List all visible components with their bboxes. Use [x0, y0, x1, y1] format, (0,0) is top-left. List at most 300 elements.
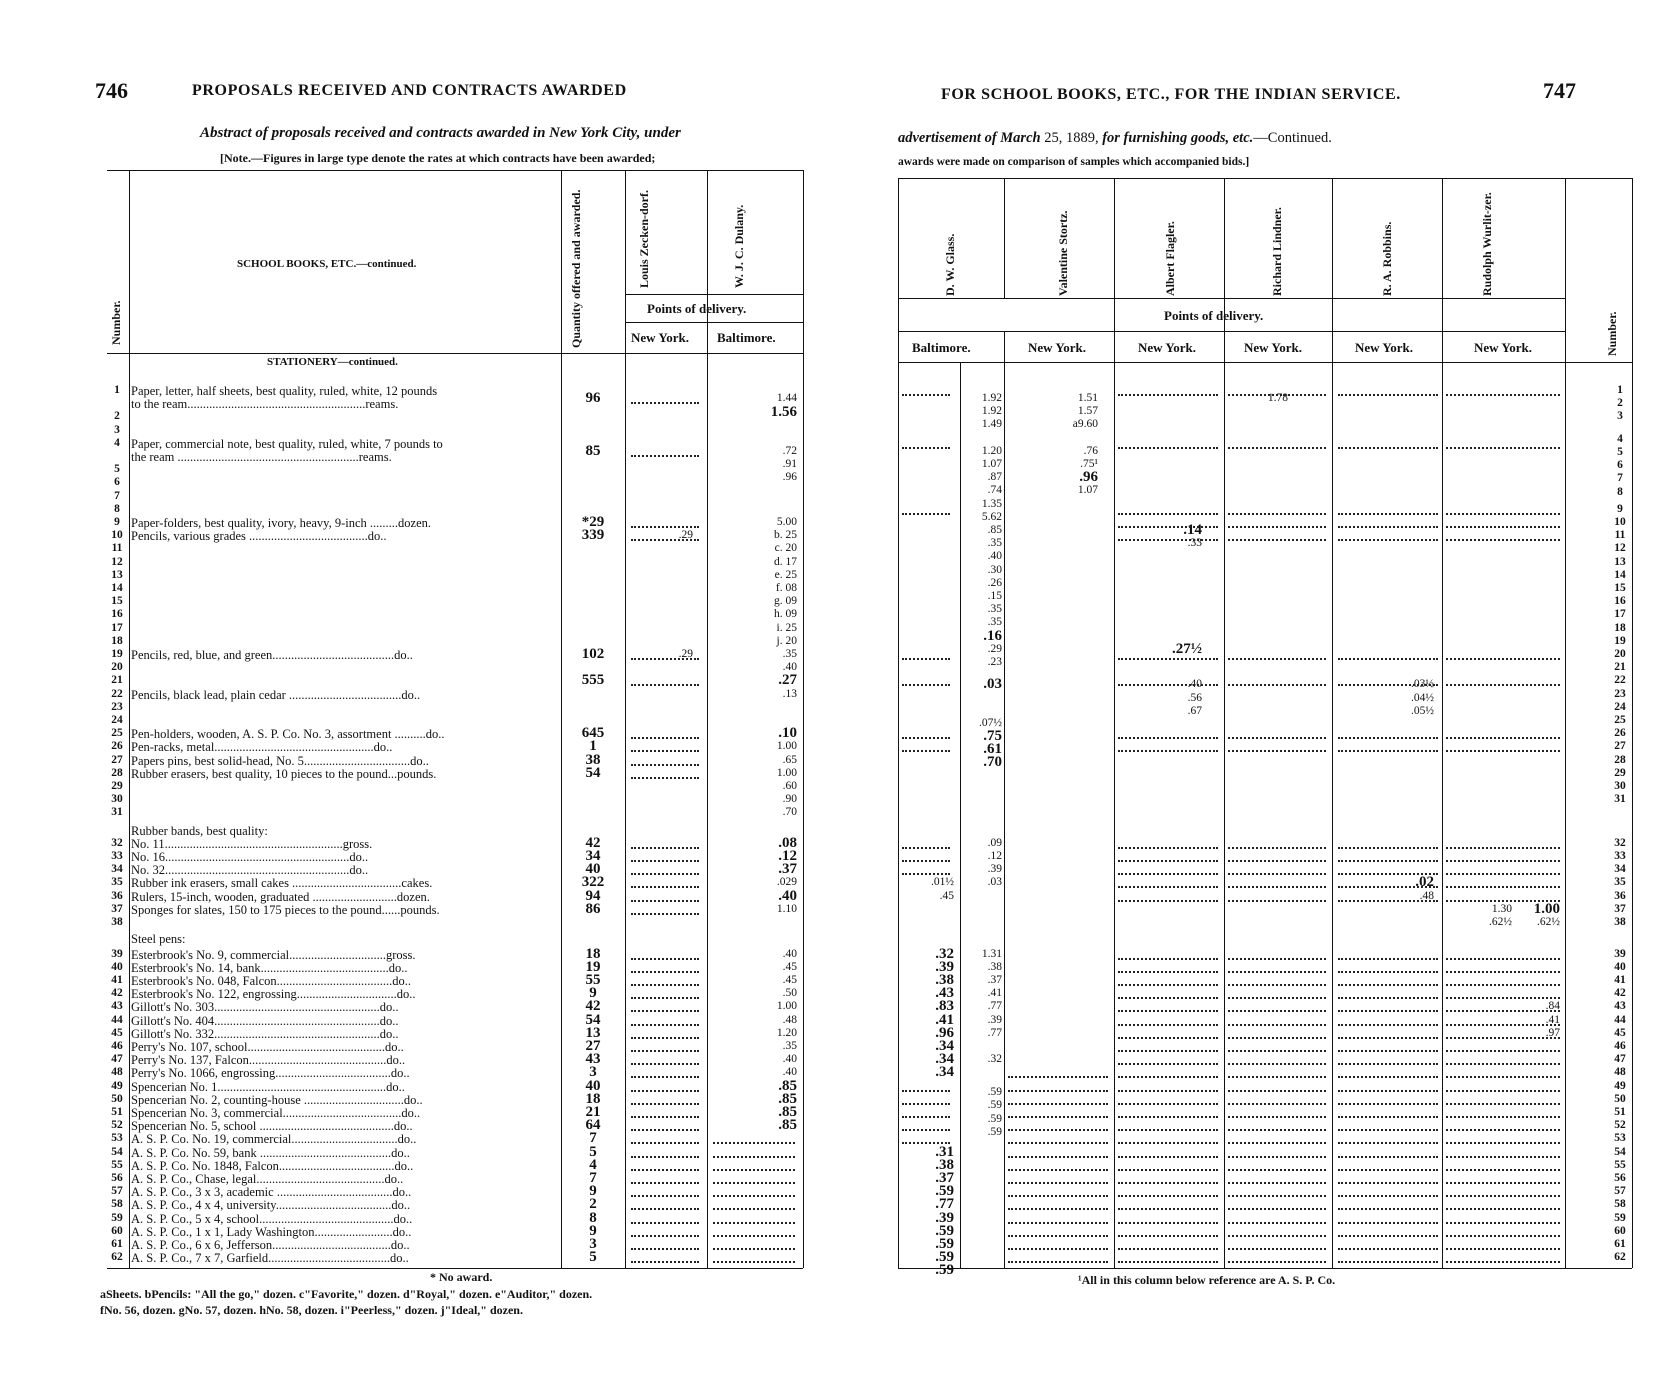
- dotted-leader: [1118, 658, 1218, 660]
- dotted-leader: [1008, 1156, 1108, 1158]
- quantity-cell: 13: [585, 1024, 601, 1041]
- row-number-right: 59: [1614, 1211, 1626, 1224]
- glass-cell-b: .77: [987, 1000, 1002, 1013]
- row-number: 2: [114, 410, 120, 423]
- row-description: Paper, letter, half sheets, best quality, ruled, white, 12 pounds: [131, 384, 438, 398]
- dulany-cell: .85: [778, 1090, 797, 1107]
- glass-cell-b: .32: [987, 1053, 1002, 1066]
- dotted-leader: [1338, 658, 1438, 660]
- dulany-cell: .029: [776, 876, 797, 889]
- number-header-right: Number.: [1605, 311, 1619, 356]
- dotted-leader: [1338, 1037, 1438, 1039]
- row-number: 46: [111, 1040, 123, 1053]
- dotted-leader: [713, 1142, 795, 1144]
- row-description: Gillott's No. 404.....................................................do..: [131, 1013, 399, 1028]
- glass-cell-b: .40: [987, 550, 1002, 563]
- row-description: Paper-folders, best quality, ivory, heavy, 9-inch .........dozen.: [131, 516, 432, 530]
- row-number-right: 54: [1614, 1145, 1626, 1158]
- quantity-cell: 64: [585, 1117, 601, 1134]
- dotted-leader: [1338, 873, 1438, 875]
- glass-cell-b: 1.92: [981, 405, 1002, 418]
- dotted-leader: [1008, 1076, 1108, 1078]
- dotted-leader: [1228, 1037, 1326, 1039]
- dotted-leader: [1008, 1248, 1108, 1250]
- row-number: 30: [111, 793, 123, 806]
- city-new-york-right-5: New York.: [1474, 340, 1533, 355]
- glass-cell-b: .59: [987, 1086, 1002, 1099]
- dulany-cell: .70: [782, 806, 797, 819]
- dotted-leader: [1228, 447, 1326, 449]
- row-number-right: 51: [1614, 1106, 1626, 1119]
- dotted-leader: [631, 455, 699, 457]
- wurlitzer-cell-a: 1.30: [1491, 902, 1512, 915]
- dotted-leader: [1446, 1248, 1560, 1250]
- quantity-cell: 645: [581, 725, 605, 742]
- bidder-glass: D. W. Glass.: [943, 233, 957, 296]
- quantity-cell: 5: [589, 1143, 597, 1160]
- dotted-leader: [1338, 513, 1438, 515]
- glass-cell-b: .23: [987, 655, 1002, 668]
- dotted-leader: [1008, 1235, 1108, 1237]
- dotted-leader: [1446, 1156, 1560, 1158]
- dotted-leader: [1446, 1129, 1560, 1131]
- dotted-leader: [1338, 526, 1438, 528]
- dotted-leader: [1118, 1222, 1218, 1224]
- robbins-cell: .03½: [1411, 678, 1434, 691]
- section-header: SCHOOL BOOKS, ETC.—continued.: [237, 258, 417, 270]
- dotted-leader: [1118, 1050, 1218, 1052]
- row-number: 25: [111, 727, 123, 740]
- left-rows: [107, 384, 803, 1284]
- dotted-leader: [902, 1142, 950, 1144]
- glass-cell-a: .41: [935, 1011, 954, 1028]
- row-number: 5: [114, 463, 120, 476]
- dulany-cell: .85: [778, 1104, 797, 1121]
- dulany-cell: i. 25: [776, 621, 797, 634]
- quantity-cell: 54: [585, 1011, 601, 1028]
- dulany-cell: .48: [782, 1013, 797, 1026]
- dotted-leader: [1446, 984, 1560, 986]
- row-description: Perry's No. 1066, engrossing.....................................do..: [131, 1066, 410, 1081]
- row-description: Rulers, 15-inch, wooden, graduated ...........................dozen.: [131, 889, 430, 904]
- dotted-leader: [1338, 1103, 1438, 1105]
- dotted-leader: [631, 1182, 699, 1184]
- dotted-leader: [902, 873, 950, 875]
- dotted-leader: [1228, 539, 1326, 541]
- dotted-leader: [1118, 1116, 1218, 1118]
- dulany-cell: 1.20: [776, 1026, 797, 1039]
- dotted-leader: [631, 913, 699, 915]
- row-number-right: 17: [1614, 608, 1626, 621]
- table-note: [Note.—Figures in large type denote the rates at which contracts have been awarded;: [220, 151, 656, 165]
- dotted-leader: [1446, 1103, 1560, 1105]
- dulany-cell: .40: [782, 1053, 797, 1066]
- quantity-cell: 86: [585, 900, 601, 917]
- dotted-leader: [1118, 1235, 1218, 1237]
- wurlitzer-cell-a: .62½: [1489, 915, 1512, 928]
- dotted-leader: [631, 737, 699, 739]
- dotted-leader: [1228, 658, 1326, 660]
- dotted-leader: [1008, 1222, 1108, 1224]
- dulany-cell: 5.00: [776, 516, 797, 528]
- glass-cell-a: .77: [935, 1196, 954, 1213]
- row-number: 60: [111, 1224, 123, 1237]
- dotted-leader: [631, 539, 699, 541]
- dotted-leader: [1118, 526, 1218, 528]
- row-description: Pen-holders, wooden, A. S. P. Co. No. 3, assortment ..........do..: [131, 727, 445, 742]
- row-number: 58: [111, 1198, 123, 1211]
- quantity-cell: 27: [585, 1038, 601, 1055]
- row-description: No. 11.........................................................gross.: [131, 836, 373, 851]
- row-number: 3: [114, 423, 120, 436]
- dotted-leader: [1338, 860, 1438, 862]
- city-new-york-right-1: New York.: [1028, 340, 1087, 355]
- dotted-leader: [1228, 1169, 1326, 1171]
- glass-cell-b: .09: [987, 836, 1002, 849]
- glass-cell-a: .59: [935, 1236, 954, 1253]
- page-number-right: 747: [1543, 78, 1576, 103]
- row-number: 57: [111, 1185, 123, 1198]
- dotted-leader: [1446, 900, 1560, 902]
- glass-cell-b: .35: [987, 537, 1002, 550]
- dulany-cell: 1.00: [776, 740, 797, 753]
- glass-cell-a: .38: [935, 972, 954, 989]
- dotted-leader: [1228, 1103, 1326, 1105]
- dulany-cell: .35: [782, 648, 797, 660]
- row-description: A. S. P. Co., 4 x 4, university.....................................do..: [131, 1198, 411, 1213]
- dotted-leader: [631, 997, 699, 999]
- bidder-lindner: Richard Lindner.: [1270, 207, 1284, 296]
- dotted-leader: [1228, 847, 1326, 849]
- glass-cell-b: .39: [987, 863, 1002, 876]
- dotted-leader: [1228, 1156, 1326, 1158]
- dulany-cell: .12: [778, 847, 797, 864]
- dotted-leader: [1446, 447, 1560, 449]
- row-number-right: 10: [1614, 516, 1626, 528]
- quantity-cell: 555: [581, 672, 605, 689]
- glass-cell-b: .74: [987, 484, 1002, 497]
- dotted-leader: [1228, 737, 1326, 739]
- row-number-right: 32: [1614, 836, 1626, 849]
- dotted-leader: [1118, 1142, 1218, 1144]
- dotted-leader: [1008, 1129, 1108, 1131]
- dulany-cell: .90: [782, 793, 797, 806]
- glass-cell-b: 1.49: [981, 418, 1002, 431]
- dotted-leader: [1008, 1116, 1108, 1118]
- row-description: A. S. P. Co., 6 x 6, Jefferson......................................do..: [131, 1238, 410, 1253]
- dotted-leader: [902, 1116, 950, 1118]
- dulany-cell: 1.44: [776, 391, 797, 404]
- wurlitzer-cell-b: .62½: [1537, 915, 1560, 928]
- dotted-leader: [1228, 860, 1326, 862]
- quantity-cell: 2: [589, 1196, 597, 1213]
- quantity-cell: 9: [589, 1183, 597, 1200]
- row-description: Gillott's No. 332.....................................................do..: [131, 1026, 399, 1041]
- zeckendorf-cell: .29: [678, 648, 693, 660]
- quantity-cell: 40: [585, 1077, 601, 1094]
- dulany-cell: .13: [782, 687, 797, 700]
- row-number-right: 61: [1614, 1238, 1626, 1251]
- dotted-leader: [1118, 1103, 1218, 1105]
- dulany-cell: 1.00: [776, 766, 797, 779]
- quantity-cell: 9: [589, 985, 597, 1002]
- row-description: Pen-racks, metal...................................................do..: [131, 740, 393, 755]
- row-number: 54: [111, 1145, 123, 1158]
- quantity-cell: 21: [585, 1104, 601, 1121]
- dulany-cell: .08: [778, 834, 797, 851]
- dotted-leader: [631, 526, 699, 528]
- bidder-wurlitzer: Rudolph Wurlit-zer.: [1480, 192, 1494, 296]
- dulany-cell: .40: [782, 1066, 797, 1079]
- glass-cell-a: .38: [935, 1156, 954, 1173]
- dotted-leader: [1118, 1076, 1218, 1078]
- row-number: 32: [111, 836, 123, 849]
- dotted-leader: [1446, 886, 1560, 888]
- dotted-leader: [1446, 526, 1560, 528]
- row-number: 10: [111, 529, 123, 542]
- dotted-leader: [631, 777, 699, 779]
- glass-cell-a: .83: [935, 998, 954, 1015]
- row-number: 7: [114, 489, 120, 502]
- glass-cell-b: .35: [987, 603, 1002, 616]
- dotted-leader: [1446, 539, 1560, 541]
- glass-cell-a: .32: [935, 945, 954, 962]
- row-number: 12: [111, 555, 123, 568]
- dulany-cell: c. 20: [774, 542, 797, 555]
- dotted-leader: [1228, 873, 1326, 875]
- dulany-cell: .60: [782, 780, 797, 792]
- glass-cell-b: .03: [987, 876, 1002, 889]
- row-number-right: 52: [1614, 1119, 1626, 1132]
- dotted-leader: [1228, 513, 1326, 515]
- quantity-cell: 1: [589, 738, 597, 755]
- dulany-cell: j. 20: [776, 634, 797, 647]
- wurlitzer-cell-b: .97: [1545, 1026, 1560, 1039]
- glass-cell-b: 1.31: [981, 947, 1002, 960]
- glass-cell-b: .59: [987, 1099, 1002, 1112]
- dotted-leader: [1118, 997, 1218, 999]
- page-number: 746: [95, 78, 128, 103]
- dotted-leader: [1446, 860, 1560, 862]
- dotted-leader: [631, 1222, 699, 1224]
- bidder-robbins: R. A. Robbins.: [1380, 221, 1394, 296]
- row-number: 47: [111, 1053, 123, 1066]
- dotted-leader: [631, 958, 699, 960]
- dulany-cell: .45: [782, 960, 797, 973]
- dotted-leader: [1338, 1195, 1438, 1197]
- dotted-leader: [1338, 997, 1438, 999]
- dotted-leader: [1228, 984, 1326, 986]
- glass-cell-b: .12: [987, 849, 1002, 862]
- dotted-leader: [1228, 684, 1326, 686]
- row-number-right: 13: [1614, 555, 1626, 568]
- dulany-cell: .45: [782, 974, 797, 987]
- row-number: 52: [111, 1119, 123, 1132]
- dulany-cell: g. 09: [774, 595, 797, 608]
- dotted-leader: [1228, 1248, 1326, 1250]
- dotted-leader: [631, 1010, 699, 1012]
- dotted-leader: [631, 684, 699, 686]
- glass-cell-b: .26: [987, 576, 1002, 589]
- dotted-leader: [1338, 900, 1438, 902]
- robbins-cell: .48: [1419, 889, 1434, 902]
- quantity-cell: 18: [585, 945, 601, 962]
- dotted-leader: [1446, 1090, 1560, 1092]
- note-right: awards were made on comparison of samples which accompanied bids.]: [898, 156, 1250, 168]
- row-number: 33: [111, 849, 123, 862]
- dotted-leader: [713, 1156, 795, 1158]
- dotted-leader: [631, 847, 699, 849]
- row-number-right: 1: [1617, 384, 1623, 396]
- glass-cell-b: .75: [983, 727, 1002, 744]
- row-number: 23: [111, 700, 123, 713]
- dotted-leader: [1446, 1024, 1560, 1026]
- lindner-cell: 1.78: [1267, 391, 1288, 404]
- row-number-right: 21: [1614, 661, 1626, 674]
- glass-cell-a: .01½: [931, 876, 954, 889]
- dotted-leader: [631, 1050, 699, 1052]
- flagler-cell: .67: [1187, 704, 1202, 717]
- row-number-right: 58: [1614, 1198, 1626, 1211]
- dotted-leader: [1228, 958, 1326, 960]
- dotted-leader: [1446, 1076, 1560, 1078]
- dotted-leader: [1446, 1142, 1560, 1144]
- quantity-cell: 55: [585, 972, 601, 989]
- row-description: Rubber bands, best quality:: [131, 823, 268, 838]
- row-number-right: 4: [1617, 432, 1623, 445]
- glass-cell-b: 1.20: [981, 444, 1002, 457]
- dotted-leader: [1446, 958, 1560, 960]
- glass-cell-b: .39: [987, 1013, 1002, 1026]
- row-number: 41: [111, 974, 123, 987]
- row-number-right: 45: [1614, 1026, 1626, 1039]
- running-head-right: FOR SCHOOL BOOKS, ETC., FOR THE INDIAN SERVICE.: [941, 86, 1401, 103]
- glass-cell-b: .07½: [979, 716, 1002, 729]
- row-number: 1: [114, 384, 120, 396]
- row-number-right: 37: [1614, 902, 1626, 915]
- row-description: A. S. P. Co. No. 1848, Falcon.....................................do..: [131, 1158, 414, 1173]
- row-description: A. S. P. Co., 5 x 4, school...........................................do..: [131, 1211, 413, 1226]
- dotted-leader: [1228, 1063, 1326, 1065]
- stortz-cell: .96: [1079, 469, 1098, 486]
- glass-cell-a: .34: [935, 1064, 954, 1081]
- dotted-leader: [1338, 539, 1438, 541]
- dotted-leader: [902, 737, 950, 739]
- row-number-right: 44: [1614, 1013, 1626, 1026]
- row-number: 50: [111, 1092, 123, 1105]
- glass-cell-a: .45: [939, 889, 954, 902]
- row-description: Steel pens:: [131, 931, 186, 946]
- dotted-leader: [1228, 1116, 1326, 1118]
- dotted-leader: [1118, 1169, 1218, 1171]
- dotted-leader: [631, 1063, 699, 1065]
- dotted-leader: [713, 1195, 795, 1197]
- dotted-leader: [1228, 971, 1326, 973]
- dotted-leader: [713, 1261, 795, 1263]
- dulany-cell: b. 25: [774, 529, 797, 542]
- row-number-right: 2: [1617, 397, 1623, 410]
- row-number-right: 8: [1617, 485, 1623, 498]
- dotted-leader: [631, 984, 699, 986]
- row-description: Perry's No. 137, Falcon............................................do..: [131, 1053, 406, 1068]
- dotted-leader: [1228, 1076, 1326, 1078]
- row-description: Sponges for slates, 150 to 175 pieces to the pound......pounds.: [131, 902, 440, 917]
- dotted-leader: [631, 658, 699, 660]
- dotted-leader: [1228, 1090, 1326, 1092]
- glass-cell-b: .35: [987, 616, 1002, 629]
- dotted-leader: [1338, 1024, 1438, 1026]
- row-number-right: 3: [1617, 410, 1623, 423]
- dotted-leader: [1228, 526, 1326, 528]
- row-number-right: 53: [1614, 1132, 1626, 1145]
- row-number-right: 57: [1614, 1185, 1626, 1198]
- row-description: Perry's No. 107, school............................................do..: [131, 1040, 404, 1055]
- row-number-right: 29: [1614, 766, 1626, 779]
- stortz-cell: .76: [1083, 444, 1098, 457]
- quantity-cell: 102: [581, 646, 605, 662]
- row-number-right: 34: [1614, 863, 1626, 876]
- dotted-leader: [1118, 394, 1218, 396]
- glass-cell-a: .59: [935, 1222, 954, 1239]
- row-description: Esterbrook's No. 9, commercial...............................gross.: [131, 947, 416, 962]
- row-number-right: 49: [1614, 1079, 1626, 1092]
- row-number-right: 40: [1614, 960, 1626, 973]
- flagler-cell: .56: [1187, 691, 1202, 704]
- quantity-cell: 18: [585, 1090, 601, 1107]
- footnote-no-award: * No award.: [430, 1270, 493, 1284]
- dotted-leader: [1338, 847, 1438, 849]
- dotted-leader: [1228, 1261, 1326, 1263]
- row-number: 44: [111, 1013, 123, 1026]
- glass-cell-b: 5.62: [981, 510, 1002, 523]
- dotted-leader: [1338, 1129, 1438, 1131]
- row-number-right: 43: [1614, 1000, 1626, 1013]
- dotted-leader: [1228, 750, 1326, 752]
- dotted-leader: [1446, 1195, 1560, 1197]
- row-number-right: 62: [1614, 1251, 1626, 1264]
- row-number: 21: [111, 674, 123, 687]
- row-number: 26: [111, 740, 123, 753]
- dotted-leader: [631, 1208, 699, 1210]
- row-number: 8: [114, 502, 120, 515]
- row-number-right: 24: [1614, 700, 1626, 713]
- dotted-leader: [1338, 1208, 1438, 1210]
- row-number: 49: [111, 1079, 123, 1092]
- quantity-cell: 7: [589, 1170, 597, 1187]
- glass-cell-b: .77: [987, 1026, 1002, 1039]
- dotted-leader: [631, 1248, 699, 1250]
- dotted-leader: [1338, 737, 1438, 739]
- dotted-leader: [1008, 1182, 1108, 1184]
- dotted-leader: [631, 873, 699, 875]
- row-number-right: 20: [1614, 648, 1626, 660]
- glass-cell-a: .39: [935, 1209, 954, 1226]
- dotted-leader: [631, 1037, 699, 1039]
- dulany-cell: .65: [782, 753, 797, 766]
- dotted-leader: [1446, 1063, 1560, 1065]
- dotted-leader: [902, 658, 950, 660]
- footnote-line-2: fNo. 56, dozen. gNo. 57, dozen. hNo. 58, dozen. i"Peerless," dozen. j"Ideal," dozen.: [100, 1303, 523, 1317]
- bidder-dulany: W. J. C. Dulany.: [732, 204, 746, 288]
- right-rows: [898, 384, 1658, 1284]
- row-number-right: 12: [1614, 542, 1626, 555]
- glass-cell-b: .29: [987, 642, 1002, 655]
- robbins-cell: .04½: [1411, 691, 1434, 704]
- glass-cell-b: 1.35: [981, 497, 1002, 510]
- dotted-leader: [1338, 1076, 1438, 1078]
- dotted-leader: [1118, 737, 1218, 739]
- dotted-leader: [1446, 1261, 1560, 1263]
